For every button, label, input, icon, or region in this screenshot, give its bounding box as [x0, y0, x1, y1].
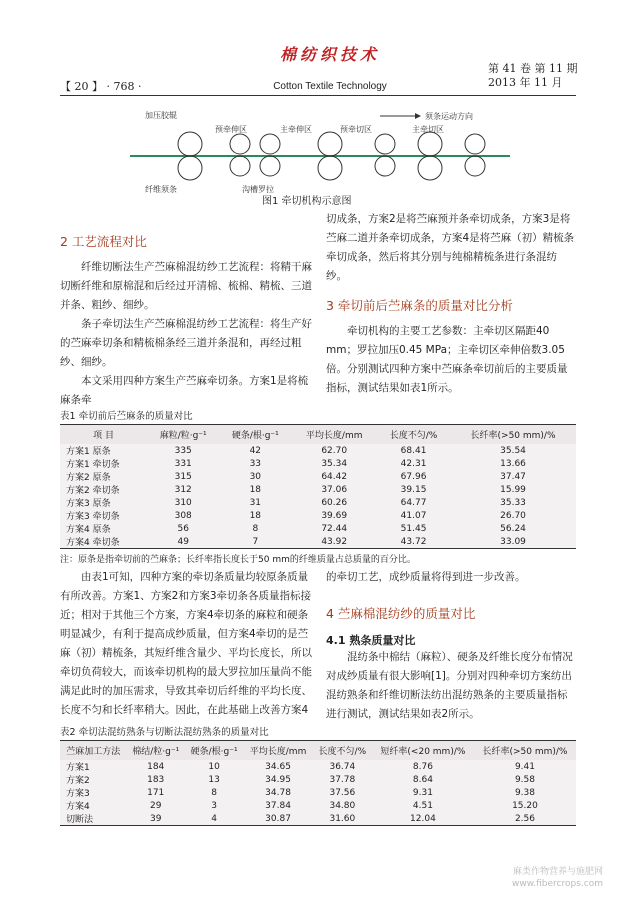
volume: 第 41 卷 第 11 期	[488, 62, 578, 75]
page-number: 【 20 】 · 768 ·	[60, 80, 142, 93]
table-cell: 方案1	[60, 760, 127, 773]
table-cell: 335	[147, 444, 219, 457]
table-cell: 312	[147, 483, 219, 496]
table-row	[60, 509, 576, 522]
table-cell: 64.42	[291, 470, 377, 483]
table-cell: 13.66	[450, 457, 576, 470]
section-4-heading: 4 苎麻棉混纺纱的质量对比	[326, 606, 476, 621]
figure-label: 加压胶辊	[145, 111, 177, 120]
table-cell: 67.96	[377, 470, 450, 483]
table-cell: 35.33	[450, 496, 576, 509]
table-cell: 51.45	[377, 522, 450, 535]
table-cell: 8.76	[372, 760, 474, 773]
table-cell: 方案2 牵切条	[60, 483, 147, 496]
figure-label: 须条运动方向	[425, 112, 473, 121]
right-column-cont	[326, 322, 576, 398]
figure-label: 预牵切区	[340, 125, 372, 134]
table-header-cell: 平均长度/mm	[291, 425, 377, 445]
table-row	[60, 444, 576, 457]
journal-title	[230, 42, 430, 92]
roller	[260, 156, 280, 176]
roller	[178, 156, 202, 180]
table-cell: 33	[219, 457, 291, 470]
paragraph: 纤维切断法生产苎麻棉混纺纱工艺流程：将精干麻切断纤维和原棉混和后经过开清棉、梳棉、精梳、三道并条、粗纱、细纱。	[60, 261, 312, 311]
table-cell: 42.31	[377, 457, 450, 470]
table-cell: 13	[185, 773, 243, 786]
table-cell: 35.54	[450, 444, 576, 457]
roller	[178, 132, 202, 156]
table-cell: 56.24	[450, 522, 576, 535]
table-header-cell: 长纤率(>50 mm)/%	[474, 741, 576, 761]
figure-label: 沟槽罗拉	[242, 185, 274, 194]
table-cell: 切断法	[60, 812, 127, 826]
table-row	[60, 535, 576, 549]
table-header-cell: 棉结/粒·g⁻¹	[127, 741, 185, 761]
table-row	[60, 457, 576, 470]
header-rule	[60, 95, 576, 96]
table-cell: 15.20	[474, 799, 576, 812]
table-header-cell: 麻粒/粒·g⁻¹	[147, 425, 219, 445]
table-cell: 18	[219, 509, 291, 522]
table-cell: 方案3 原条	[60, 496, 147, 509]
roller	[465, 156, 485, 176]
table-cell: 49	[147, 535, 219, 549]
figure-caption: 图1 牵切机构示意图	[262, 196, 352, 207]
paragraph: 本文采用四种方案生产苎麻牵切条。方案1是将梳麻条牵	[60, 375, 309, 406]
table-cell: 10	[185, 760, 243, 773]
table-cell: 9.31	[372, 786, 474, 799]
table-cell: 30	[219, 470, 291, 483]
table-cell: 39	[127, 812, 185, 826]
table-cell: 方案4 牵切条	[60, 535, 147, 549]
table-cell: 26.70	[450, 509, 576, 522]
table-cell: 39.69	[291, 509, 377, 522]
table-header-cell: 平均长度/mm	[243, 741, 312, 761]
table-cell: 308	[147, 509, 219, 522]
right-column-lower	[326, 568, 576, 587]
right-column-4-1	[326, 648, 576, 724]
table-2-caption: 表2 牵切法混纺熟条与切断法混纺熟条的质量对比	[60, 727, 269, 738]
table-cell: 方案3	[60, 786, 127, 799]
table-cell: 方案2 原条	[60, 470, 147, 483]
table-2	[60, 740, 576, 826]
table-header-cell: 短纤率(<20 mm)/%	[372, 741, 474, 761]
issue-info	[488, 62, 577, 90]
table-cell: 方案3 牵切条	[60, 509, 147, 522]
table-cell: 7	[219, 535, 291, 549]
table-cell: 4	[185, 812, 243, 826]
table-cell: 39.15	[377, 483, 450, 496]
table-cell: 31	[219, 496, 291, 509]
table-cell: 30.87	[243, 812, 312, 826]
table-cell: 56	[147, 522, 219, 535]
table-row	[60, 799, 576, 812]
table-cell: 42	[219, 444, 291, 457]
figure-label: 纤维须条	[145, 185, 177, 194]
watermark-text: 麻类作物营养与施肥网	[512, 867, 603, 877]
table-cell: 62.70	[291, 444, 377, 457]
table-cell: 331	[147, 457, 219, 470]
roller	[230, 134, 250, 154]
table-cell: 4.51	[372, 799, 474, 812]
table-header-cell: 苎麻加工方法	[60, 741, 127, 761]
table-header-cell: 长度不匀/%	[313, 741, 372, 761]
arrowhead-icon	[415, 113, 421, 119]
right-column	[326, 210, 576, 286]
watermark-url: www.fibercrops.com	[512, 879, 603, 889]
table-cell: 3	[185, 799, 243, 812]
figure-label: 主牵伸区	[280, 125, 312, 134]
table-cell: 8.64	[372, 773, 474, 786]
table-header-cell: 长度不匀/%	[377, 425, 450, 445]
table-cell: 34.78	[243, 786, 312, 799]
table-cell: 方案4	[60, 799, 127, 812]
table-row	[60, 522, 576, 535]
table-cell: 8	[219, 522, 291, 535]
table-cell: 方案1 原条	[60, 444, 147, 457]
table-cell: 12.04	[372, 812, 474, 826]
table-cell: 37.56	[313, 786, 372, 799]
paragraph: 条子牵切法生产苎麻棉混纺纱工艺流程：将生产好的苎麻牵切条和精梳棉条经三道并条混和，再经过粗纱、细纱。	[60, 318, 312, 368]
table-row	[60, 470, 576, 483]
table-cell: 37.47	[450, 470, 576, 483]
section-2-heading: 2 工艺流程对比	[60, 234, 147, 249]
table-header-cell: 项 目	[60, 425, 147, 445]
table-cell: 37.78	[313, 773, 372, 786]
paragraph: 由表1可知，四种方案的牵切条质量均较原条质量有所改善。方案1、方案2和方案3牵切条各质量指标接近；相对于其他三个方案，方案4牵切条的麻粒和硬条明显减少，有利于提高成纱质量，但方案4牵切的是苎麻（初）精梳条，其短纤维含量少、平均长度长，所以牵切负荷较大，而该牵切机构的最大罗拉加压量尚不能满足此时的加压需求，导致其牵切后纤维的平均长度、长度不匀和长纤率稍大。因此，在此基础上改善方案4	[60, 571, 312, 716]
table-cell: 37.84	[243, 799, 312, 812]
table-header-cell: 硬条/根·g⁻¹	[219, 425, 291, 445]
table-row	[60, 483, 576, 496]
roller	[318, 156, 342, 180]
table-cell: 310	[147, 496, 219, 509]
issue-date: 2013 年 11 月	[488, 76, 563, 89]
table-cell: 35.34	[291, 457, 377, 470]
roller	[375, 134, 395, 154]
table-cell: 183	[127, 773, 185, 786]
roller	[230, 156, 250, 176]
table-row	[60, 812, 576, 826]
table-cell: 36.74	[313, 760, 372, 773]
table-cell: 34.95	[243, 773, 312, 786]
paragraph: 切成条，方案2是将苎麻预并条牵切成条，方案3是将苎麻二道并条牵切成条，方案4是将苎麻（初）精梳条牵切成条，然后将其分别与纯棉精梳条进行条混纺纱。	[326, 213, 575, 282]
left-column	[60, 258, 312, 410]
table-1-note: 注：原条是指牵切前的苎麻条；长纤率指长度长于50 mm的纤维质量占总质量的百分比。	[60, 555, 416, 565]
table-cell: 171	[127, 786, 185, 799]
table-cell: 8	[185, 786, 243, 799]
table-cell: 31.60	[313, 812, 372, 826]
table-header-cell: 硬条/根·g⁻¹	[185, 741, 243, 761]
table-cell: 315	[147, 470, 219, 483]
table-cell: 方案1 牵切条	[60, 457, 147, 470]
table-1	[60, 424, 576, 549]
table-cell: 2.56	[474, 812, 576, 826]
page-header	[0, 0, 635, 100]
left-column-lower	[60, 568, 312, 720]
roller	[318, 132, 342, 156]
table-cell: 43.72	[377, 535, 450, 549]
table-row	[60, 496, 576, 509]
table-cell: 43.92	[291, 535, 377, 549]
table-cell: 方案4 原条	[60, 522, 147, 535]
table-cell: 60.26	[291, 496, 377, 509]
table-row	[60, 760, 576, 773]
table-cell: 64.77	[377, 496, 450, 509]
table-cell: 15.99	[450, 483, 576, 496]
table-cell: 18	[219, 483, 291, 496]
journal-english-title: Cotton Textile Technology	[273, 81, 387, 92]
table-cell: 33.09	[450, 535, 576, 549]
roller	[465, 134, 485, 154]
journal-logo: 棉纺织技术	[279, 45, 380, 64]
table-row	[60, 786, 576, 799]
table-cell: 方案2	[60, 773, 127, 786]
table-cell: 41.07	[377, 509, 450, 522]
table-cell: 37.06	[291, 483, 377, 496]
table-cell: 9.41	[474, 760, 576, 773]
paragraph: 混纺条中棉结（麻粒）、硬条及纤维长度分布情况对成纱质量有很大影响[1]。分别对四种牵切方案纺出混纺熟条和纤维切断法纺出混纺熟条的主要质量指标进行测试，测试结果如表2所示。	[326, 651, 573, 720]
table-cell: 9.38	[474, 786, 576, 799]
table-cell: 9.58	[474, 773, 576, 786]
table-row	[60, 773, 576, 786]
table-cell: 68.41	[377, 444, 450, 457]
table-cell: 34.65	[243, 760, 312, 773]
roller	[418, 156, 442, 180]
paragraph: 的牵切工艺，成纱质量将得到进一步改善。	[326, 571, 526, 583]
table-cell: 72.44	[291, 522, 377, 535]
table-cell: 184	[127, 760, 185, 773]
figure-label: 主牵切区	[412, 125, 444, 134]
roller	[260, 134, 280, 154]
table-header-cell: 长纤率(>50 mm)/%	[450, 425, 576, 445]
table-1-caption: 表1 牵切前后苎麻条的质量对比	[60, 411, 193, 422]
watermark	[512, 866, 603, 890]
table-cell: 29	[127, 799, 185, 812]
section-3-heading: 3 牵切前后苎麻条的质量对比分析	[326, 298, 513, 313]
figure-label: 预牵伸区	[215, 125, 247, 134]
paragraph: 牵切机构的主要工艺参数：主牵切区隔距40 mm；罗拉加压0.45 MPa；主牵切区牵伸倍数3.05倍。分别测试四种方案中苎麻条牵切前后的主要质量指标，测试结果如表1所示。	[326, 325, 568, 394]
subsection-4-1-heading: 4.1 熟条质量对比	[326, 634, 416, 647]
roller	[375, 156, 395, 176]
table-cell: 34.80	[313, 799, 372, 812]
roller	[418, 132, 442, 156]
